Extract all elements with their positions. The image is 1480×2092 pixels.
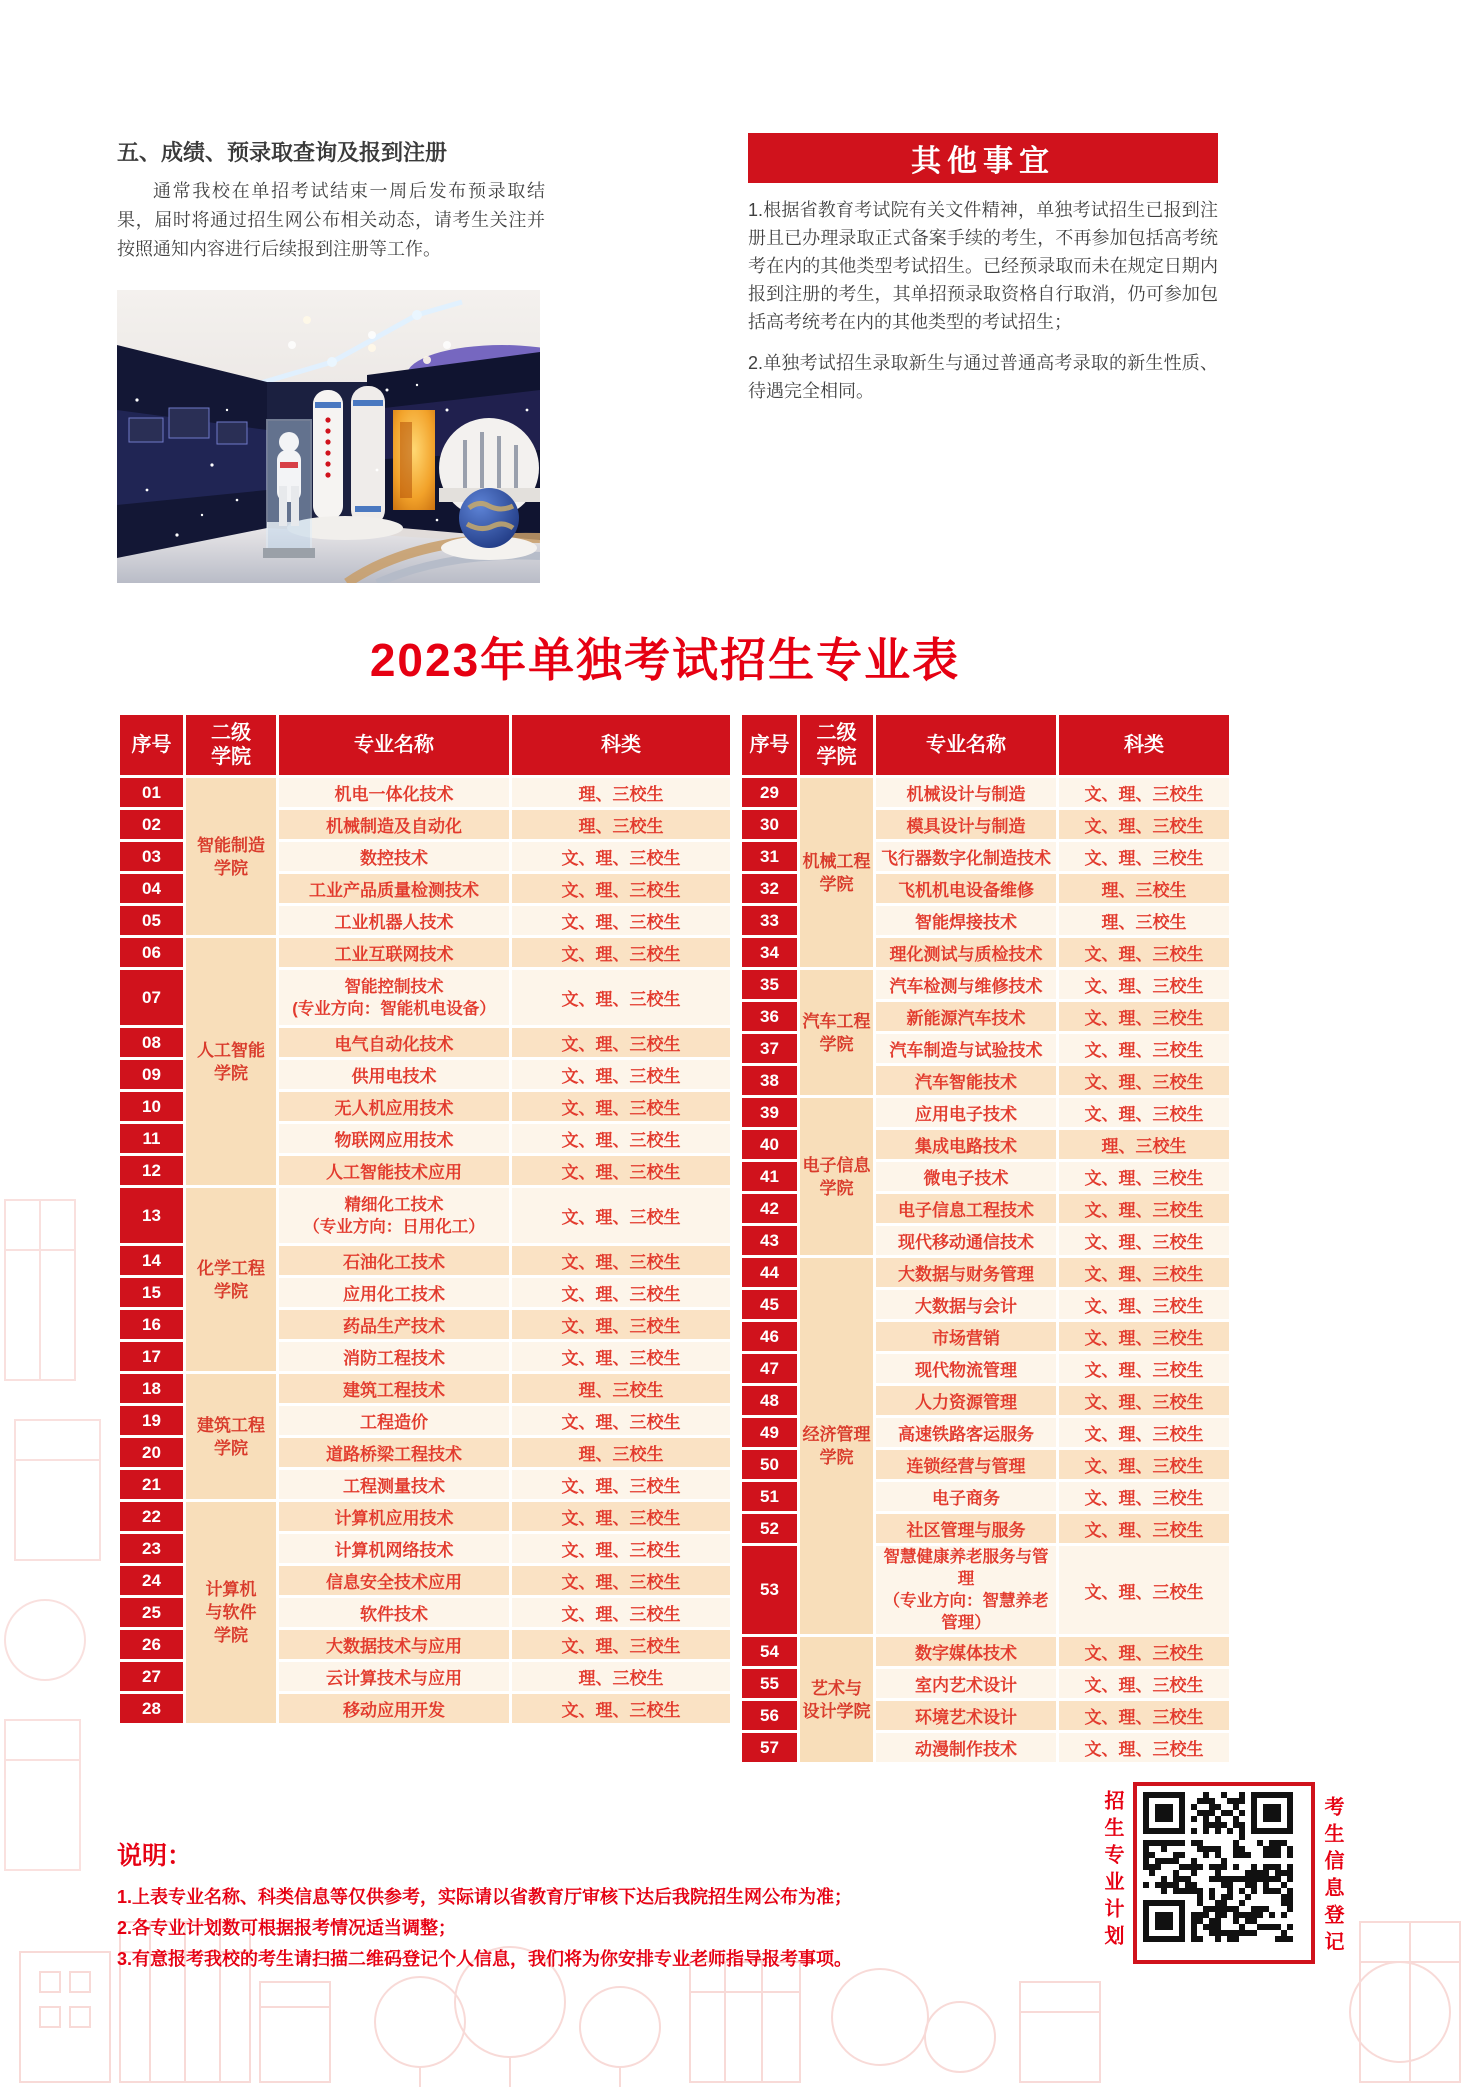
qr-code bbox=[1133, 1782, 1315, 1964]
major-name-cell: 精细化工技术 （专业方向：日用化工） bbox=[279, 1188, 509, 1243]
table-row bbox=[120, 1374, 730, 1403]
category-cell: 文、理、三校生 bbox=[1059, 1386, 1229, 1415]
category-cell: 文、理、三校生 bbox=[1059, 810, 1229, 839]
row-number-cell: 28 bbox=[120, 1694, 183, 1723]
major-name-cell: 连锁经营与管理 bbox=[876, 1450, 1056, 1479]
other-matters-item-1: 1.根据省教育考试院有关文件精神，单独考试招生已报到注册且已办理录取正式备案手续的考生，不再参加包括高考统考在内的其他类型考试招生。已经预录取而未在规定日期内报到注册的考生，其单招预录取资格自行取消，仍可参加包括高考统考在内的其他类型的考试招生； bbox=[748, 200, 1218, 332]
admission-table-right bbox=[739, 712, 1232, 1765]
row-number-cell: 33 bbox=[742, 906, 797, 935]
row-number-cell: 02 bbox=[120, 810, 183, 839]
category-cell: 理、三校生 bbox=[1059, 874, 1229, 903]
category-cell: 文、理、三校生 bbox=[1059, 938, 1229, 967]
table-header-left bbox=[120, 715, 730, 775]
category-cell: 文、理、三校生 bbox=[1059, 1354, 1229, 1383]
table-row bbox=[742, 970, 1229, 999]
major-name-cell: 新能源汽车技术 bbox=[876, 1002, 1056, 1031]
table-row bbox=[120, 938, 730, 967]
major-name-cell: 电气自动化技术 bbox=[279, 1028, 509, 1057]
category-cell: 文、理、三校生 bbox=[512, 1630, 730, 1659]
admission-table-left bbox=[117, 712, 733, 1726]
major-name-cell: 汽车制造与试验技术 bbox=[876, 1034, 1056, 1063]
row-number-cell: 19 bbox=[120, 1406, 183, 1435]
category-cell: 文、理、三校生 bbox=[1059, 970, 1229, 999]
category-cell: 文、理、三校生 bbox=[512, 1406, 730, 1435]
major-name-cell: 高速铁路客运服务 bbox=[876, 1418, 1056, 1447]
major-name-cell: 集成电路技术 bbox=[876, 1130, 1056, 1159]
row-number-cell: 07 bbox=[120, 970, 183, 1025]
note-item-2: 2.各专业计划数可根据报考情况适当调整； bbox=[117, 1918, 457, 1938]
major-name-cell: 石油化工技术 bbox=[279, 1246, 509, 1275]
row-number-cell: 16 bbox=[120, 1310, 183, 1339]
row-number-cell: 10 bbox=[120, 1092, 183, 1121]
category-cell: 文、理、三校生 bbox=[512, 1470, 730, 1499]
category-cell: 文、理、三校生 bbox=[1059, 1482, 1229, 1511]
major-name-cell: 物联网应用技术 bbox=[279, 1124, 509, 1153]
major-name-cell: 应用电子技术 bbox=[876, 1098, 1056, 1127]
category-cell: 文、理、三校生 bbox=[1059, 778, 1229, 807]
category-cell: 文、理、三校生 bbox=[1059, 1637, 1229, 1666]
category-cell: 文、理、三校生 bbox=[512, 1246, 730, 1275]
category-cell: 理、三校生 bbox=[1059, 906, 1229, 935]
category-cell: 文、理、三校生 bbox=[512, 1566, 730, 1595]
row-number-cell: 34 bbox=[742, 938, 797, 967]
category-cell: 文、理、三校生 bbox=[1059, 1002, 1229, 1031]
row-number-cell: 23 bbox=[120, 1534, 183, 1563]
college-cell: 化学工程 学院 bbox=[186, 1188, 276, 1371]
row-number-cell: 27 bbox=[120, 1662, 183, 1691]
row-number-cell: 03 bbox=[120, 842, 183, 871]
table-row bbox=[742, 1258, 1229, 1287]
row-number-cell: 13 bbox=[120, 1188, 183, 1243]
college-cell: 建筑工程 学院 bbox=[186, 1374, 276, 1499]
section-body: 通常我校在单招考试结束一周后发布预录取结果，届时将通过招生网公布相关动态，请考生关注并按照通知内容进行后续报到注册等工作。 bbox=[117, 181, 545, 259]
major-name-cell: 云计算技术与应用 bbox=[279, 1662, 509, 1691]
major-name-cell: 动漫制作技术 bbox=[876, 1733, 1056, 1762]
category-cell: 理、三校生 bbox=[512, 1374, 730, 1403]
major-name-cell: 环境艺术设计 bbox=[876, 1701, 1056, 1730]
column-header: 专业名称 bbox=[876, 715, 1056, 775]
row-number-cell: 11 bbox=[120, 1124, 183, 1153]
major-name-cell: 市场营销 bbox=[876, 1322, 1056, 1351]
college-cell: 艺术与 设计学院 bbox=[800, 1637, 873, 1762]
row-number-cell: 05 bbox=[120, 906, 183, 935]
notes-section bbox=[117, 1836, 1017, 1975]
major-name-cell: 计算机应用技术 bbox=[279, 1502, 509, 1531]
other-matters-section bbox=[748, 133, 1218, 405]
major-name-cell: 软件技术 bbox=[279, 1598, 509, 1627]
row-number-cell: 06 bbox=[120, 938, 183, 967]
category-cell: 文、理、三校生 bbox=[1059, 1733, 1229, 1762]
major-name-cell: 社区管理与服务 bbox=[876, 1514, 1056, 1543]
category-cell: 理、三校生 bbox=[1059, 1130, 1229, 1159]
row-number-cell: 49 bbox=[742, 1418, 797, 1447]
major-name-cell: 现代物流管理 bbox=[876, 1354, 1056, 1383]
category-cell: 文、理、三校生 bbox=[1059, 1701, 1229, 1730]
major-name-cell: 汽车智能技术 bbox=[876, 1066, 1056, 1095]
row-number-cell: 17 bbox=[120, 1342, 183, 1371]
row-number-cell: 44 bbox=[742, 1258, 797, 1287]
category-cell: 文、理、三校生 bbox=[1059, 1290, 1229, 1319]
row-number-cell: 37 bbox=[742, 1034, 797, 1063]
column-header: 序号 bbox=[742, 715, 797, 775]
major-name-cell: 智慧健康养老服务与管理 （专业方向：智慧养老管理） bbox=[876, 1546, 1056, 1634]
row-number-cell: 43 bbox=[742, 1226, 797, 1255]
row-number-cell: 41 bbox=[742, 1162, 797, 1191]
row-number-cell: 46 bbox=[742, 1322, 797, 1351]
other-matters-item-2: 2.单独考试招生录取新生与通过普通高考录取的新生性质、待遇完全相同。 bbox=[748, 353, 1218, 401]
college-cell: 人工智能 学院 bbox=[186, 938, 276, 1185]
category-cell: 文、理、三校生 bbox=[1059, 1194, 1229, 1223]
major-name-cell: 供用电技术 bbox=[279, 1060, 509, 1089]
row-number-cell: 20 bbox=[120, 1438, 183, 1467]
major-name-cell: 工程测量技术 bbox=[279, 1470, 509, 1499]
major-name-cell: 计算机网络技术 bbox=[279, 1534, 509, 1563]
category-cell: 文、理、三校生 bbox=[1059, 1322, 1229, 1351]
major-name-cell: 大数据与财务管理 bbox=[876, 1258, 1056, 1287]
major-name-cell: 建筑工程技术 bbox=[279, 1374, 509, 1403]
exhibition-hall-photo bbox=[117, 290, 540, 583]
major-name-cell: 飞机机电设备维修 bbox=[876, 874, 1056, 903]
category-cell: 文、理、三校生 bbox=[512, 906, 730, 935]
category-cell: 理、三校生 bbox=[512, 1662, 730, 1691]
college-cell: 机械工程 学院 bbox=[800, 778, 873, 967]
major-name-cell: 大数据技术与应用 bbox=[279, 1630, 509, 1659]
category-cell: 文、理、三校生 bbox=[512, 1092, 730, 1121]
row-number-cell: 08 bbox=[120, 1028, 183, 1057]
major-name-cell: 机械设计与制造 bbox=[876, 778, 1056, 807]
table-row bbox=[120, 778, 730, 807]
major-name-cell: 无人机应用技术 bbox=[279, 1092, 509, 1121]
table-row bbox=[742, 1098, 1229, 1127]
row-number-cell: 42 bbox=[742, 1194, 797, 1223]
category-cell: 文、理、三校生 bbox=[512, 1534, 730, 1563]
table-row bbox=[742, 778, 1229, 807]
major-name-cell: 大数据与会计 bbox=[876, 1290, 1056, 1319]
major-name-cell: 理化测试与质检技术 bbox=[876, 938, 1056, 967]
row-number-cell: 56 bbox=[742, 1701, 797, 1730]
row-number-cell: 51 bbox=[742, 1482, 797, 1511]
major-name-cell: 机电一体化技术 bbox=[279, 778, 509, 807]
row-number-cell: 57 bbox=[742, 1733, 797, 1762]
other-matters-banner bbox=[748, 133, 1218, 183]
column-header: 科类 bbox=[1059, 715, 1229, 775]
category-cell: 文、理、三校生 bbox=[512, 1342, 730, 1371]
major-name-cell: 模具设计与制造 bbox=[876, 810, 1056, 839]
category-cell: 文、理、三校生 bbox=[1059, 1418, 1229, 1447]
category-cell: 文、理、三校生 bbox=[1059, 1098, 1229, 1127]
row-number-cell: 04 bbox=[120, 874, 183, 903]
category-cell: 文、理、三校生 bbox=[1059, 842, 1229, 871]
column-header: 二级 学院 bbox=[186, 715, 276, 775]
admission-table-title: 2023年单独考试招生专业表 bbox=[369, 634, 961, 686]
category-cell: 文、理、三校生 bbox=[512, 1028, 730, 1057]
major-name-cell: 室内艺术设计 bbox=[876, 1669, 1056, 1698]
major-name-cell: 人工智能技术应用 bbox=[279, 1156, 509, 1185]
college-cell: 电子信息 学院 bbox=[800, 1098, 873, 1255]
table-row bbox=[742, 1637, 1229, 1666]
category-cell: 文、理、三校生 bbox=[512, 1060, 730, 1089]
section-title: 五、成绩、预录取查询及报到注册 bbox=[117, 140, 448, 165]
major-name-cell: 汽车检测与维修技术 bbox=[876, 970, 1056, 999]
category-cell: 理、三校生 bbox=[512, 1438, 730, 1467]
major-name-cell: 移动应用开发 bbox=[279, 1694, 509, 1723]
major-name-cell: 飞行器数字化制造技术 bbox=[876, 842, 1056, 871]
row-number-cell: 18 bbox=[120, 1374, 183, 1403]
row-number-cell: 38 bbox=[742, 1066, 797, 1095]
major-name-cell: 消防工程技术 bbox=[279, 1342, 509, 1371]
row-number-cell: 45 bbox=[742, 1290, 797, 1319]
row-number-cell: 52 bbox=[742, 1514, 797, 1543]
row-number-cell: 48 bbox=[742, 1386, 797, 1415]
row-number-cell: 36 bbox=[742, 1002, 797, 1031]
row-number-cell: 25 bbox=[120, 1598, 183, 1627]
category-cell: 文、理、三校生 bbox=[512, 970, 730, 1025]
row-number-cell: 22 bbox=[120, 1502, 183, 1531]
category-cell: 理、三校生 bbox=[512, 778, 730, 807]
row-number-cell: 39 bbox=[742, 1098, 797, 1127]
row-number-cell: 29 bbox=[742, 778, 797, 807]
category-cell: 文、理、三校生 bbox=[512, 1124, 730, 1153]
row-number-cell: 53 bbox=[742, 1546, 797, 1634]
row-number-cell: 01 bbox=[120, 778, 183, 807]
category-cell: 文、理、三校生 bbox=[512, 1156, 730, 1185]
row-number-cell: 15 bbox=[120, 1278, 183, 1307]
major-name-cell: 信息安全技术应用 bbox=[279, 1566, 509, 1595]
category-cell: 理、三校生 bbox=[512, 810, 730, 839]
major-name-cell: 数字媒体技术 bbox=[876, 1637, 1056, 1666]
major-name-cell: 工程造价 bbox=[279, 1406, 509, 1435]
major-name-cell: 道路桥梁工程技术 bbox=[279, 1438, 509, 1467]
table-row bbox=[120, 1502, 730, 1531]
category-cell: 文、理、三校生 bbox=[512, 1310, 730, 1339]
category-cell: 文、理、三校生 bbox=[512, 1502, 730, 1531]
category-cell: 文、理、三校生 bbox=[1059, 1546, 1229, 1634]
row-number-cell: 21 bbox=[120, 1470, 183, 1499]
row-number-cell: 14 bbox=[120, 1246, 183, 1275]
category-cell: 文、理、三校生 bbox=[1059, 1514, 1229, 1543]
major-name-cell: 药品生产技术 bbox=[279, 1310, 509, 1339]
major-name-cell: 工业产品质量检测技术 bbox=[279, 874, 509, 903]
college-cell: 经济管理 学院 bbox=[800, 1258, 873, 1634]
row-number-cell: 47 bbox=[742, 1354, 797, 1383]
category-cell: 文、理、三校生 bbox=[1059, 1034, 1229, 1063]
major-name-cell: 机械制造及自动化 bbox=[279, 810, 509, 839]
left-edge-sketch-decoration bbox=[0, 1180, 110, 1880]
row-number-cell: 35 bbox=[742, 970, 797, 999]
college-cell: 计算机 与软件 学院 bbox=[186, 1502, 276, 1723]
major-name-cell: 人力资源管理 bbox=[876, 1386, 1056, 1415]
note-item-1: 1.上表专业名称、科类信息等仅供参考，实际请以省教育厅审核下达后我院招生网公布为准； bbox=[117, 1887, 853, 1907]
row-number-cell: 50 bbox=[742, 1450, 797, 1479]
category-cell: 文、理、三校生 bbox=[512, 1278, 730, 1307]
category-cell: 文、理、三校生 bbox=[512, 938, 730, 967]
category-cell: 文、理、三校生 bbox=[512, 842, 730, 871]
major-name-cell: 微电子技术 bbox=[876, 1162, 1056, 1191]
row-number-cell: 54 bbox=[742, 1637, 797, 1666]
admission-table bbox=[117, 712, 1232, 1765]
row-number-cell: 55 bbox=[742, 1669, 797, 1698]
qr-label-candidate-registration: 考生信息登记 bbox=[1321, 1796, 1343, 1958]
table-header-right bbox=[742, 715, 1229, 775]
section-scores-and-registration bbox=[117, 136, 545, 264]
other-matters-title: 其他事宜 bbox=[911, 145, 1055, 178]
qr-label-enrollment-plan: 招生专业计划 bbox=[1101, 1790, 1123, 1952]
category-cell: 文、理、三校生 bbox=[512, 1188, 730, 1243]
college-cell: 汽车工程 学院 bbox=[800, 970, 873, 1095]
category-cell: 文、理、三校生 bbox=[1059, 1162, 1229, 1191]
major-name-cell: 电子商务 bbox=[876, 1482, 1056, 1511]
row-number-cell: 32 bbox=[742, 874, 797, 903]
category-cell: 文、理、三校生 bbox=[512, 1694, 730, 1723]
column-header: 二级 学院 bbox=[800, 715, 873, 775]
major-name-cell: 数控技术 bbox=[279, 842, 509, 871]
category-cell: 文、理、三校生 bbox=[1059, 1669, 1229, 1698]
major-name-cell: 智能控制技术 (专业方向：智能机电设备） bbox=[279, 970, 509, 1025]
category-cell: 文、理、三校生 bbox=[512, 1598, 730, 1627]
row-number-cell: 30 bbox=[742, 810, 797, 839]
row-number-cell: 31 bbox=[742, 842, 797, 871]
row-number-cell: 26 bbox=[120, 1630, 183, 1659]
major-name-cell: 智能焊接技术 bbox=[876, 906, 1056, 935]
row-number-cell: 09 bbox=[120, 1060, 183, 1089]
column-header: 专业名称 bbox=[279, 715, 509, 775]
major-name-cell: 应用化工技术 bbox=[279, 1278, 509, 1307]
row-number-cell: 24 bbox=[120, 1566, 183, 1595]
table-row bbox=[120, 1188, 730, 1243]
major-name-cell: 现代移动通信技术 bbox=[876, 1226, 1056, 1255]
row-number-cell: 12 bbox=[120, 1156, 183, 1185]
category-cell: 文、理、三校生 bbox=[1059, 1450, 1229, 1479]
row-number-cell: 40 bbox=[742, 1130, 797, 1159]
major-name-cell: 电子信息工程技术 bbox=[876, 1194, 1056, 1223]
college-cell: 智能制造 学院 bbox=[186, 778, 276, 935]
major-name-cell: 工业互联网技术 bbox=[279, 938, 509, 967]
column-header: 科类 bbox=[512, 715, 730, 775]
category-cell: 文、理、三校生 bbox=[1059, 1066, 1229, 1095]
column-header: 序号 bbox=[120, 715, 183, 775]
note-item-3: 3.有意报考我校的考生请扫描二维码登记个人信息，我们将为你安排专业老师指导报考事项。 bbox=[117, 1949, 853, 1969]
notes-title: 说明： bbox=[117, 1842, 193, 1870]
category-cell: 文、理、三校生 bbox=[1059, 1258, 1229, 1287]
category-cell: 文、理、三校生 bbox=[1059, 1226, 1229, 1255]
major-name-cell: 工业机器人技术 bbox=[279, 906, 509, 935]
category-cell: 文、理、三校生 bbox=[512, 874, 730, 903]
